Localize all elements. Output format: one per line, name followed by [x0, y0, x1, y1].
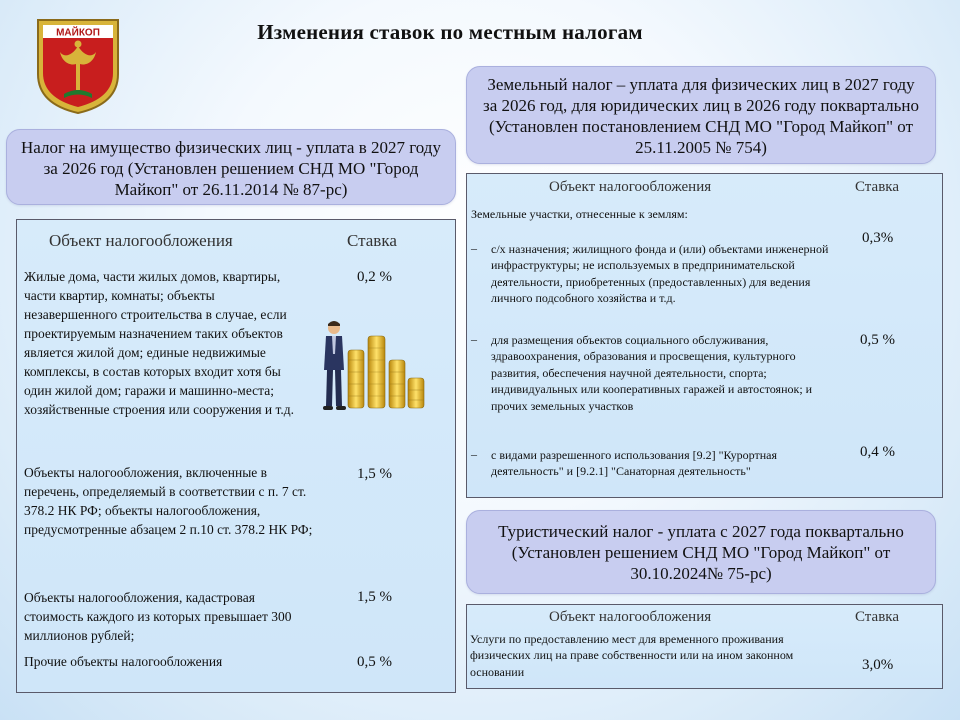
land-tax-banner-text: Земельный налог – уплата для физических лиц в 2027 году за 2026 год, для юридических лиц в 2026 году поквартально (Установлен постановлением СНД МО "Город Майкоп" от 25.11.2005 № 754)	[483, 75, 919, 157]
column-header-object: Объект налогообложения	[549, 609, 712, 625]
land-tax-table	[466, 173, 943, 498]
tourist-tax-object: Услуги по предоставлению мест для временного проживания физических лиц на праве собственности или на ином законном основании	[470, 632, 794, 679]
table-row-rate: 1,5 %	[357, 466, 392, 482]
column-header-rate: Ставка	[347, 231, 397, 250]
list-item-text: с видами разрешенного использования [9.2] "Курортная деятельность" и [9.2.1] "Санаторная деятельность"	[491, 448, 777, 479]
tourist-tax-banner	[466, 510, 936, 594]
table-row-rate: 0,5 %	[357, 654, 392, 670]
emblem-label: МАЙКОП	[56, 27, 100, 39]
list-item-rate: 0,5 %	[860, 332, 895, 348]
list-item-text: с/х назначения; жилищного фонда и (или) объектами инженерной инфраструктуры; не используемых в предпринимательской деятельности, приобретенных (предоставленных) для ведения личного подсобного хозяйства и т.д.	[491, 242, 829, 306]
table-row-rate: 0,2 %	[357, 269, 392, 285]
table-row-object: Объекты налогообложения, включенные в перечень, определяемый в соответствии с п. 7 ст. 378.2 НК РФ; объекты налогообложения, предусмотренные абзацем 2 п.10 ст. 378.2 НК РФ;	[24, 465, 313, 537]
property-tax-banner-text: Налог на имущество физических лиц - уплата в 2027 году за 2026 год (Установлен решением СНД МО "Город Майкоп" от 26.11.2014 № 87-рс)	[21, 138, 441, 199]
table-row-object: Жилые дома, части жилых домов, квартиры, части квартир, комнаты; объекты незавершенного строительства в случае, если проектируемым назначением таких объектов является жилой дом; единые недвижимые комплексы, в состав которых входит хотя бы один жилой дом; гаражи и машинно-места; хозяйственные строения или сооружения и т.д.	[24, 269, 295, 417]
businessman-coins-illustration	[318, 320, 438, 412]
list-item-text: для размещения объектов социального обслуживания, здравоохранения, образования и просвещения, культурного развития, обеспечения научной деятельности, спорта; индивидуальных или кооперативных гаражей и автостоянок; и прочих земельных участков	[491, 333, 813, 413]
property-tax-banner	[6, 129, 456, 205]
table-row-rate: 1,5 %	[357, 589, 392, 605]
tourist-tax-table	[466, 604, 943, 689]
table-row-object: Объекты налогообложения, кадастровая стоимость каждого из которых превышает 300 миллионов рублей;	[24, 590, 292, 643]
list-bullet: –	[471, 241, 477, 255]
property-tax-table	[16, 219, 456, 693]
column-header-object: Объект налогообложения	[549, 179, 712, 195]
tourist-tax-banner-text: Туристический налог - уплата с 2027 года поквартально (Установлен решением СНД МО "Город Майкоп" от 30.10.2024№ 75-рс)	[498, 522, 904, 583]
list-bullet: –	[471, 447, 477, 461]
list-item-rate: 0,3%	[862, 230, 894, 246]
list-item-rate: 0,4 %	[860, 444, 895, 460]
page-title: Изменения ставок по местным налогам	[257, 20, 643, 44]
column-header-rate: Ставка	[855, 179, 900, 195]
table-row-object: Прочие объекты налогообложения	[24, 654, 223, 669]
coat-of-arms-emblem	[34, 16, 122, 116]
land-tax-banner	[466, 66, 936, 164]
list-bullet: –	[471, 332, 477, 346]
column-header-object: Объект налогообложения	[49, 231, 233, 250]
tourist-tax-rate: 3,0%	[862, 657, 894, 673]
column-header-rate: Ставка	[855, 609, 900, 625]
land-tax-intro: Земельные участки, отнесенные к землям:	[471, 207, 688, 221]
